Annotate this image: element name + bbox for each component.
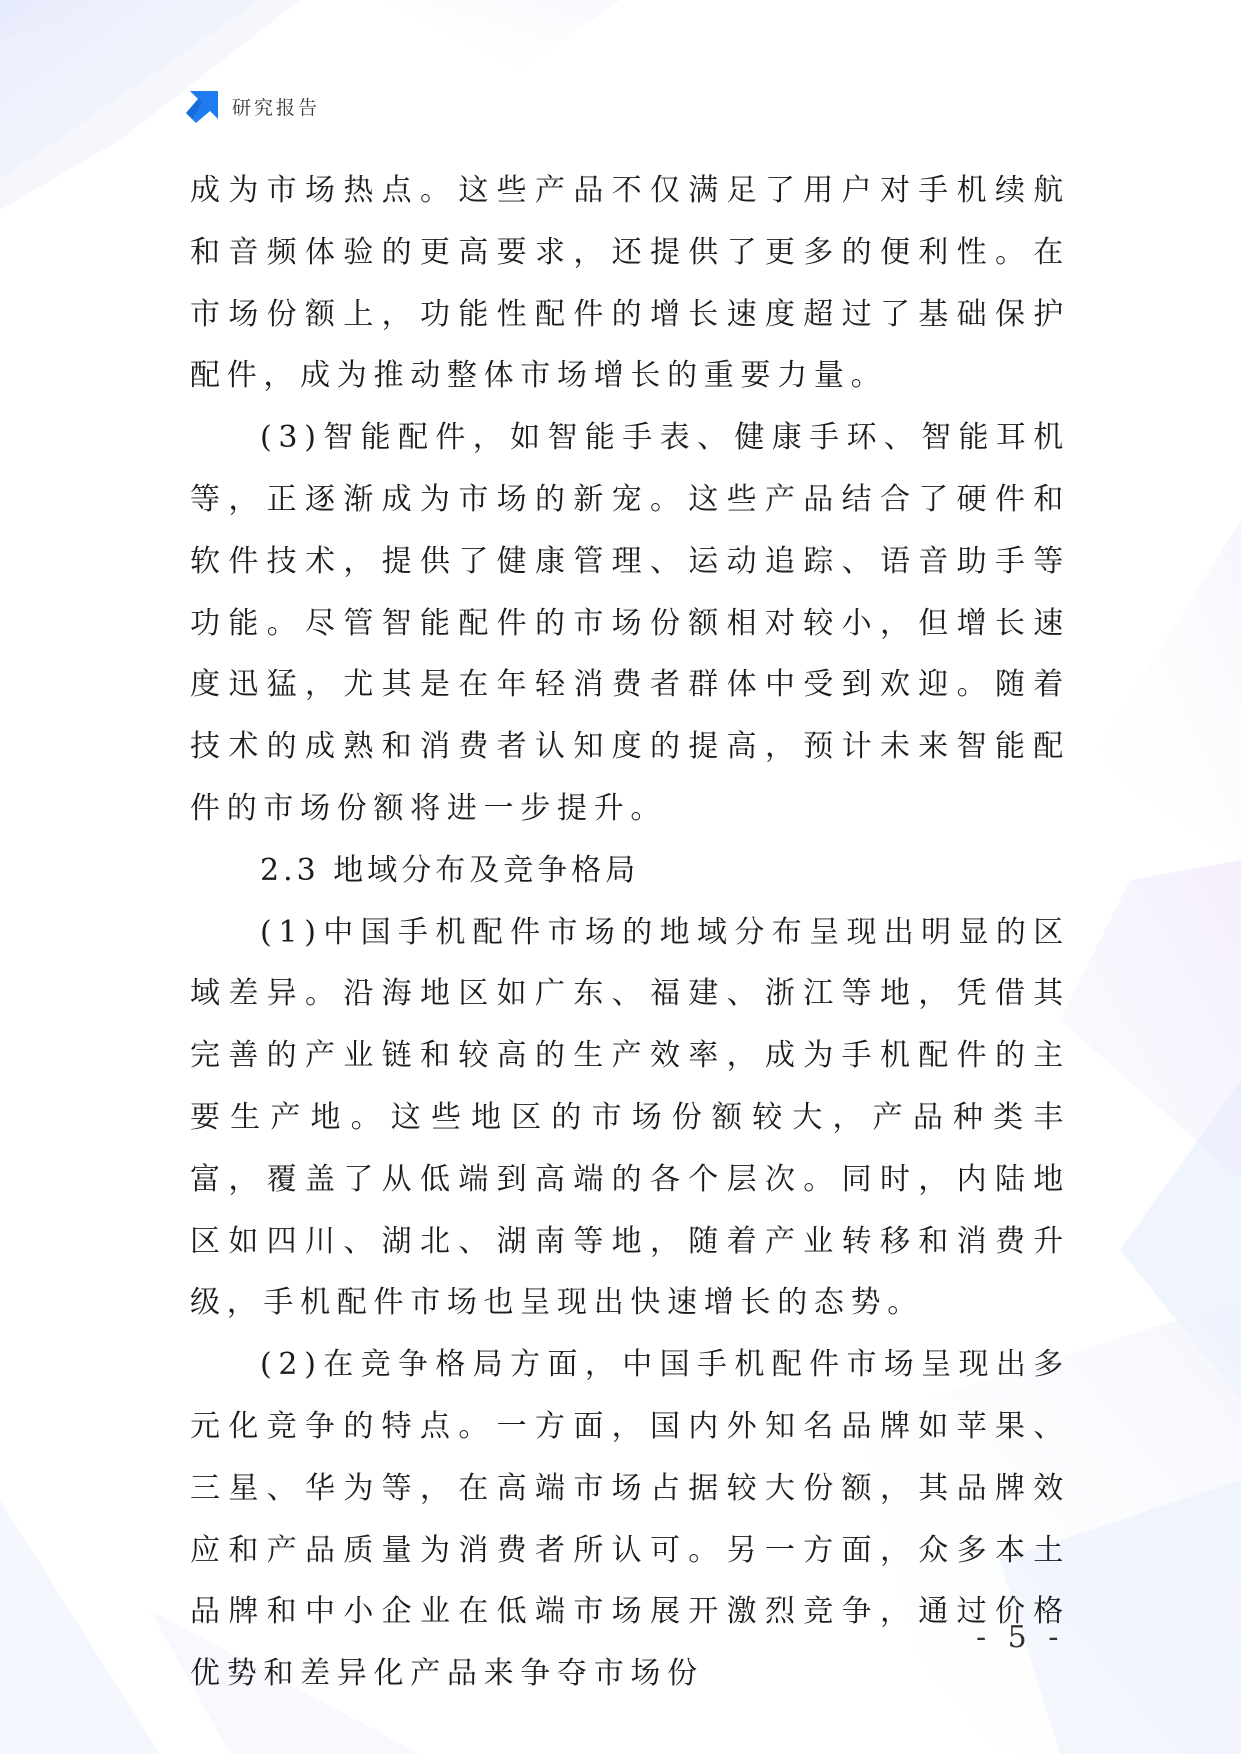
paragraph-continuation: 成为市场热点。这些产品不仅满足了用户对手机续航和音频体验的更高要求，还提供了更多的便利性。在市场份额上，功能性配件的增长速度超过了基础保护配件，成为推动整体市场增长的重要力量。 xyxy=(190,173,1070,394)
report-body xyxy=(190,160,1070,1705)
report-header xyxy=(186,88,320,124)
section-heading: 2.3 地域分布及竞争格局 xyxy=(260,852,640,888)
arrow-up-right-icon xyxy=(186,89,220,123)
page-number: - 5 - xyxy=(976,1620,1065,1655)
header-title: 研究报告 xyxy=(232,96,321,119)
paragraph-smart-accessories: (3)智能配件，如智能手表、健康手环、智能耳机等，正逐渐成为市场的新宠。这些产品结合了硬件和软件技术，提供了健康管理、运动追踪、语音助手等功能。尽管智能配件的市场份额相对较小，但增长速度迅猛，尤其是在年轻消费者群体中受到欢迎。随着技术的成熟和消费者认知度的提高，预计未来智能配件的市场份额将进一步提升。 xyxy=(190,420,1070,826)
paragraph-competition: (2)在竞争格局方面，中国手机配件市场呈现出多元化竞争的特点。一方面，国内外知名品牌如苹果、三星、华为等，在高端市场占据较大份额，其品牌效应和产品质量为消费者所认可。另一方面，众多本土品牌和中小企业在低端市场展开激烈竞争，通过价格优势和差异化产品来争夺市场份 xyxy=(190,1347,1070,1692)
paragraph-regional-distribution: (1)中国手机配件市场的地域分布呈现出明显的区域差异。沿海地区如广东、福建、浙江等地，凭借其完善的产业链和较高的生产效率，成为手机配件的主要生产地。这些地区的市场份额较大，产品种类丰富，覆盖了从低端到高端的各个层次。同时，内陆地区如四川、湖北、湖南等地，随着产业转移和消费升级，手机配件市场也呈现出快速增长的态势。 xyxy=(190,914,1070,1321)
